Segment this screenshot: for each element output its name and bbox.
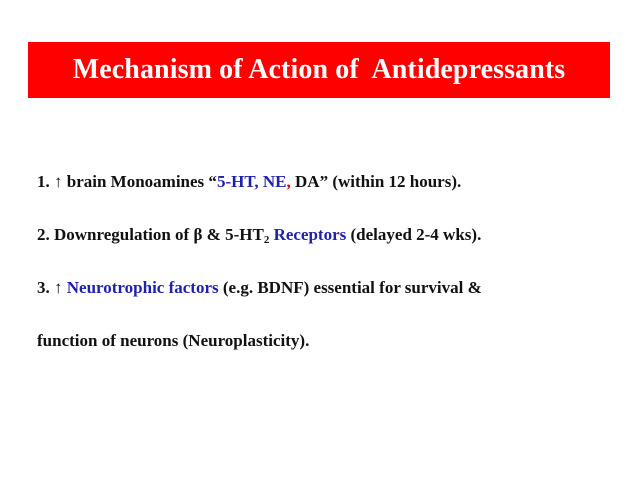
title-banner xyxy=(28,42,610,98)
point-1 xyxy=(37,172,461,192)
point-2-subscript: 2 xyxy=(263,234,270,246)
point-1-comma: , xyxy=(286,172,291,191)
point-2 xyxy=(37,225,481,245)
point-1-prefix: 1. ↑ brain Monoamines “ xyxy=(37,172,217,191)
point-3 xyxy=(37,278,482,298)
point-2-prefix: 2. Downregulation of β & 5-HT xyxy=(37,225,264,244)
point-3-continuation: function of neurons (Neuroplasticity). xyxy=(37,331,310,350)
point-1-rest: DA” (within 12 hours). xyxy=(290,172,462,191)
point-1-serotonin-ne: 5-HT, NE xyxy=(216,172,287,191)
slide-title: Mechanism of Action of Antidepressants xyxy=(72,54,566,85)
point-3-rest: (e.g. BDNF) essential for survival & xyxy=(218,278,482,297)
point-2-receptors: Receptors xyxy=(269,225,347,244)
point-2-rest: (delayed 2-4 wks). xyxy=(346,225,482,244)
point-3-prefix: 3. ↑ xyxy=(37,278,67,297)
point-3-neurotrophic-factors: Neurotrophic factors xyxy=(66,278,219,297)
